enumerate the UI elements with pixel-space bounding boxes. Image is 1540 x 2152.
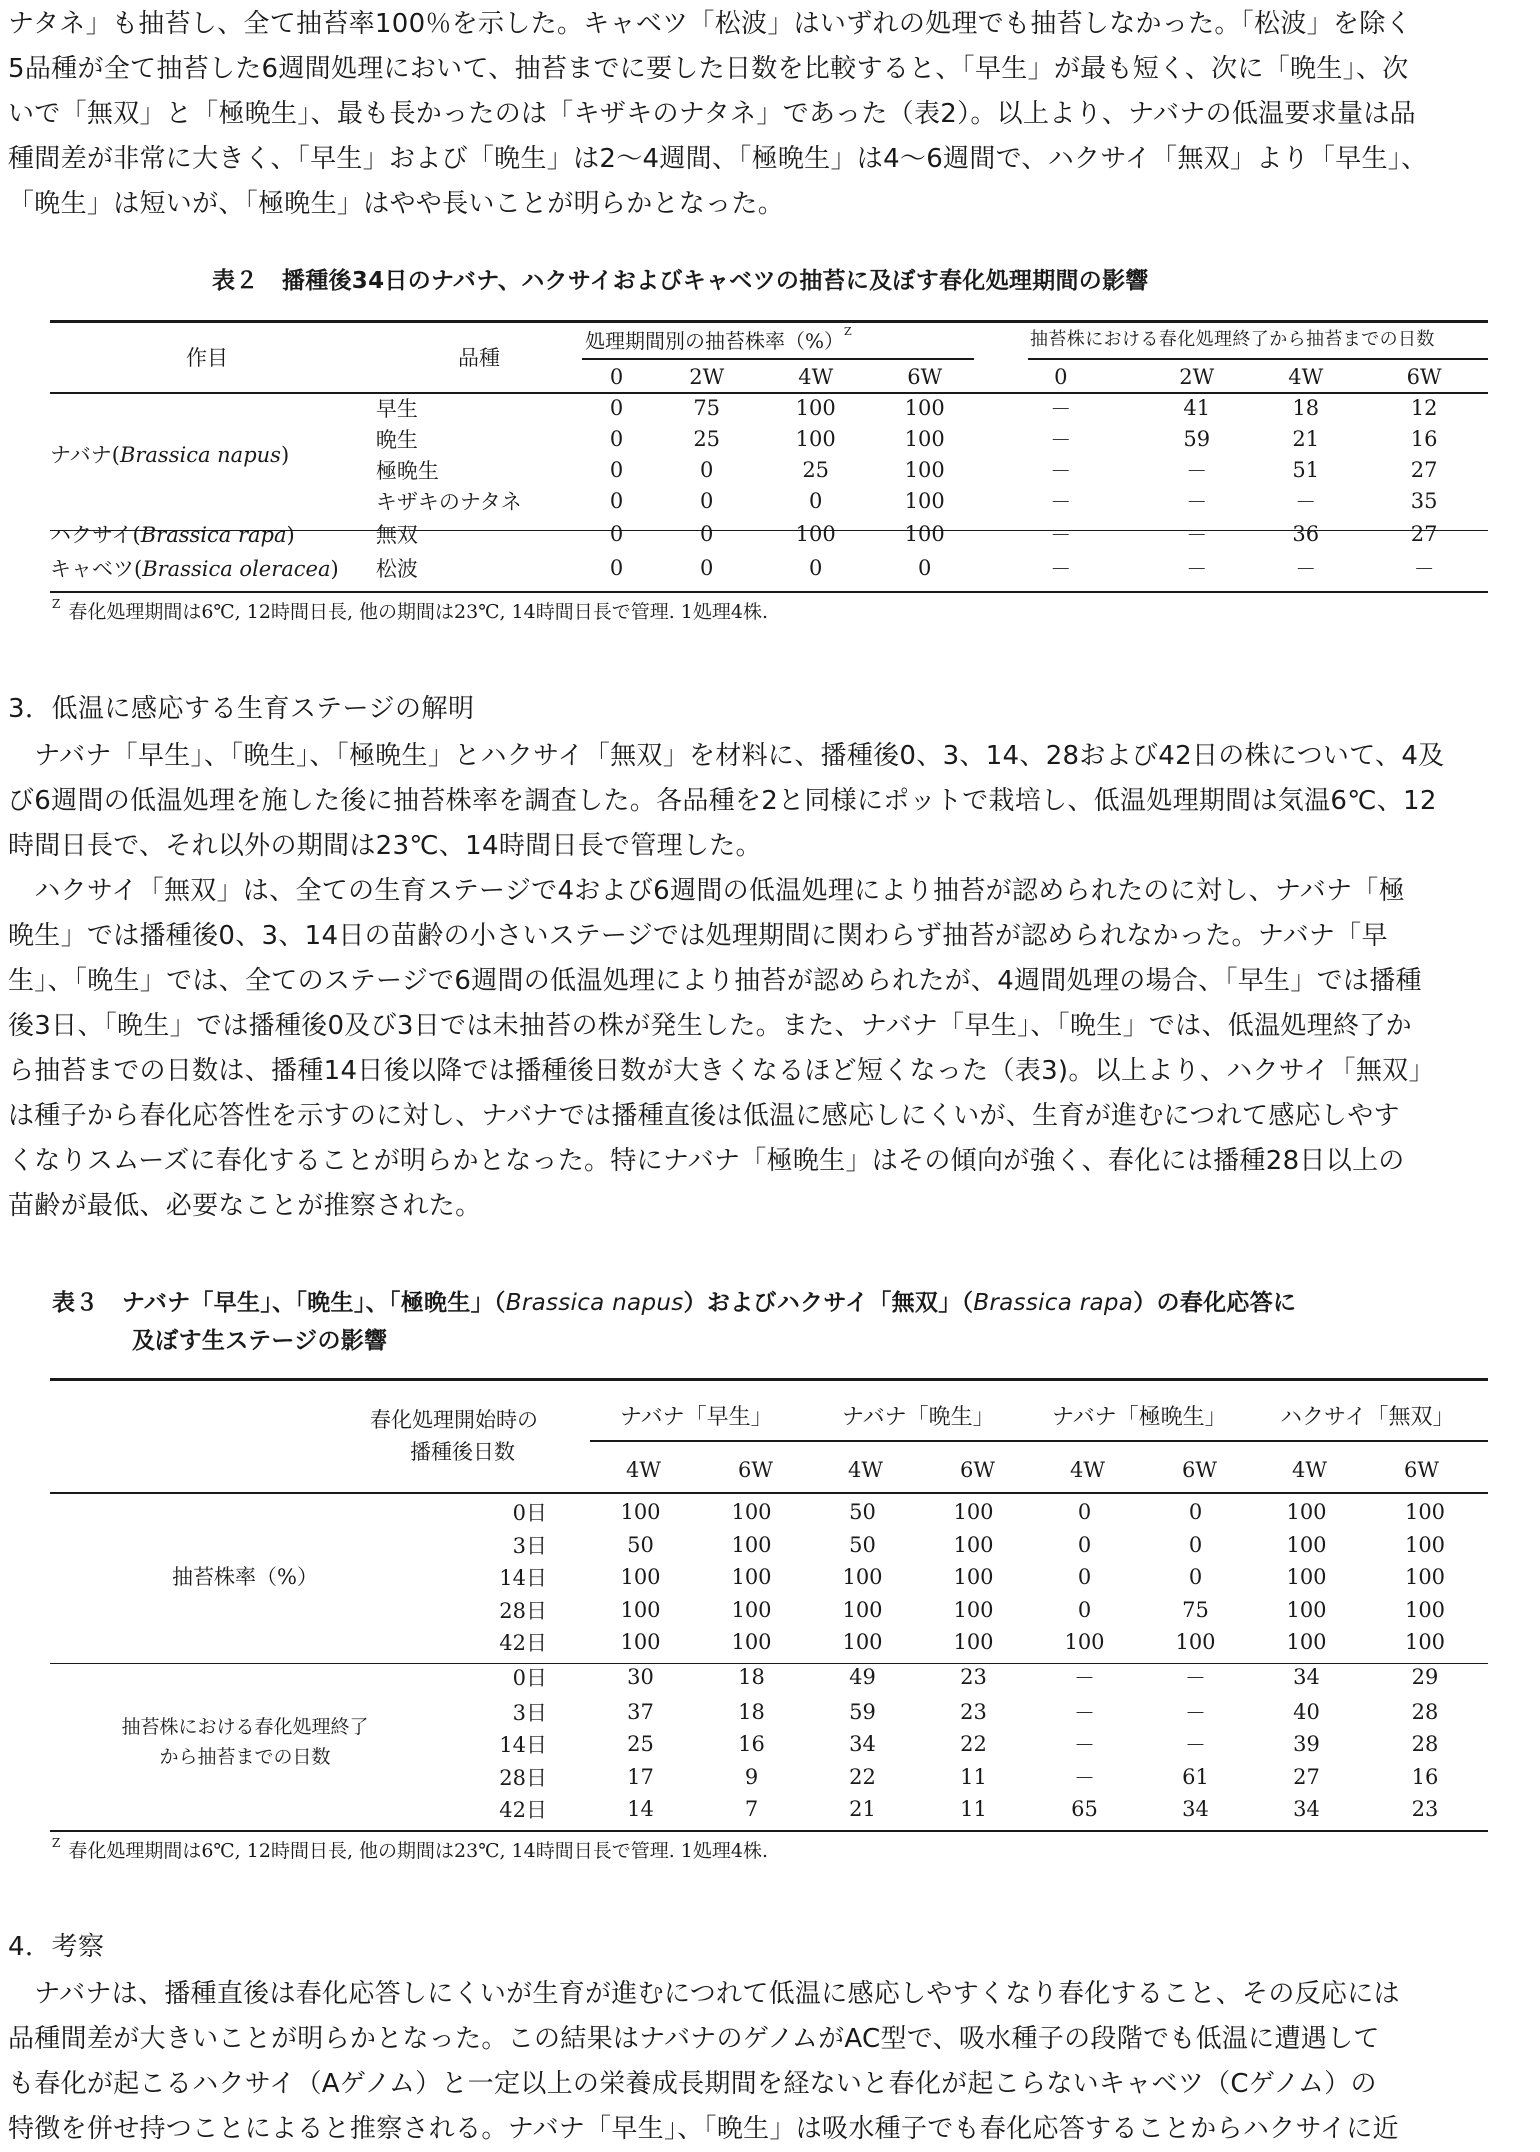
table3-value-cell: 100 <box>1404 1630 1446 1655</box>
table2-variety-cell: 早生 <box>375 396 418 421</box>
table2-days-cell: 59 <box>1183 426 1211 451</box>
table3-value-cell: 100 <box>1286 1500 1327 1525</box>
table3-value-cell: 100 <box>1286 1630 1327 1655</box>
block-label-line: 抽苔株率（%） <box>172 1565 318 1590</box>
text-line: も春化が起こるハクサイ（Aゲノム）と一定以上の栄養成長期間を経ないと春化が起こらないキャベツ（Cゲノム）の <box>8 2069 1377 2099</box>
table2-period-rate: 6W <box>907 365 943 389</box>
table2-rate-cell: 100 <box>904 426 945 451</box>
table3-value-cell: 50 <box>849 1500 876 1525</box>
table2-days-cell: 18 <box>1292 395 1320 420</box>
table3-value-cell: 100 <box>1286 1565 1327 1590</box>
table3-value-cell: 100 <box>1404 1565 1446 1590</box>
table3-value-cell: 100 <box>953 1630 994 1655</box>
table3-footnote <box>52 1836 768 1863</box>
table2-rate-cell: 0 <box>700 555 714 580</box>
table2-days-cell: － <box>1186 523 1208 547</box>
crop-label: ハクサイ( <box>50 523 141 547</box>
table2-days-cell: 36 <box>1292 522 1320 546</box>
table3-value-cell: 100 <box>1286 1532 1327 1557</box>
table3-top-rule <box>50 1378 1488 1381</box>
table3-value-cell: 9 <box>744 1764 759 1789</box>
table3-bottom-rule <box>50 1830 1488 1832</box>
text-line: ハクサイ「無双」は、全ての生育ステージで4および6週間の低温処理により抽苔が認められたのに対し、ナバナ「極 <box>8 876 1405 906</box>
table3-value-cell: 39 <box>1293 1732 1320 1757</box>
text-line: 「晩生」は短いが、「極晩生」はやや長いことが明らかとなった。 <box>8 189 785 219</box>
table2-days-cell: 16 <box>1410 426 1438 451</box>
table2-days-cell: － <box>1295 489 1317 514</box>
table2-days-cell: － <box>1413 556 1435 581</box>
table2-header-spacer <box>350 362 581 392</box>
table2-row <box>50 552 1488 583</box>
table3-row <box>50 1496 1488 1529</box>
table3-value-cell: 18 <box>738 1665 765 1689</box>
text-line: び6週間の低温処理を施した後に抽苔株率を調査した。各品種を2と同様にポットで栽培し、低温処理期間は気温6℃、12 <box>8 786 1437 816</box>
table3-period-header: 4W <box>1070 1458 1105 1482</box>
table3-value-cell: 27 <box>1293 1764 1320 1789</box>
text-line: 後3日、「晩生」では播種後0及び3日では未抽苔の株が発生した。また、ナバナ「早生」、「晩生」では、低温処理終了か <box>8 1011 1412 1041</box>
table2-header-crop: 作目 <box>186 346 228 370</box>
table3-group-header: ナバナ「晩生」 <box>842 1405 995 1430</box>
table2-header-group2: 抽苔株における春化処理終了から抽苔までの日数 <box>1030 329 1435 350</box>
table2-days-cell: 12 <box>1410 395 1438 420</box>
table3-value-cell: － <box>1074 1733 1095 1758</box>
text-line: 苗齢が最低、必要なことが推察された。 <box>8 1191 482 1221</box>
table3-value-cell: － <box>1074 1666 1095 1690</box>
table2 <box>50 362 1488 583</box>
table3-value-cell: 40 <box>1293 1699 1320 1724</box>
table3-value-cell: 100 <box>620 1500 661 1525</box>
table2-days-cell: － <box>1050 458 1072 483</box>
table3-value-cell: 61 <box>1182 1764 1209 1789</box>
table3-value-cell: 28 <box>1411 1732 1439 1757</box>
table2-days-cell: － <box>1050 556 1072 581</box>
table2-rate-cell: 0 <box>609 522 624 546</box>
block-label-line: 抽苔株における春化処理終了 <box>121 1716 369 1738</box>
table2-group1-label: 処理期間別の抽苔株率（%） <box>585 329 845 353</box>
table3-value-cell: 37 <box>627 1699 654 1724</box>
table3-period-header: 6W <box>960 1458 995 1482</box>
table2-days-cell: － <box>1186 489 1208 514</box>
text-line: くなりスムーズに春化することが明らかとなった。特にナバナ「極晩生」はその傾向が強く、春化には播種28日以上の <box>8 1146 1405 1176</box>
table2-rate-cell: 0 <box>700 488 714 513</box>
table3-value-cell: 0 <box>1188 1565 1203 1590</box>
table3-value-cell: 22 <box>960 1732 987 1757</box>
table2-period-rate: 4W <box>798 365 834 389</box>
table2-rate-cell: 0 <box>809 555 823 580</box>
table2-variety-cell: 極晩生 <box>375 458 439 483</box>
table3-header-stage-1: 春化処理開始時の <box>370 1408 538 1432</box>
table2-header-group1 <box>585 325 852 354</box>
table3-value-cell: 11 <box>960 1797 987 1822</box>
table3-value-cell: 34 <box>1182 1797 1209 1822</box>
table2-footnote-sup: Z <box>52 597 61 611</box>
table3-value-cell: 18 <box>738 1699 765 1724</box>
table3-value-cell: 0 <box>1077 1532 1092 1557</box>
section3-paragraphs <box>8 734 1513 1229</box>
table2-days-cell: － <box>1050 489 1072 514</box>
table2-bottom-rule <box>50 591 1488 593</box>
table3-day-cell: 42日 <box>499 1798 547 1823</box>
table2-period-row <box>50 362 1488 392</box>
text-line: 生」、「晩生」では、全てのステージで6週間の低温処理により抽苔が認められたが、4週間処理の場合、「早生」では播種 <box>8 966 1422 996</box>
table2-days-cell: － <box>1295 556 1317 581</box>
table2-rate-cell: 0 <box>609 457 624 482</box>
text-line: ら抽苔までの日数は、播種14日後以降では播種後日数が大きくなるほど短くなった（表3)。以上より、ハクサイ「無双」 <box>8 1056 1435 1086</box>
text-line: ナタネ」も抽苔し、全て抽苔率100％を示した。キャベツ「松波」はいずれの処理でも抽苔しなかった。「松波」を除く <box>8 9 1412 39</box>
table3-day-cell: 3日 <box>512 1533 547 1558</box>
text-line: 晩生」では播種後0、3、14日の苗齢の小さいステージでは処理期間に関わらず抽苔が認められなかった。ナバナ「早 <box>8 921 1388 951</box>
table3-day-cell: 28日 <box>499 1598 547 1623</box>
table3-value-cell: 34 <box>849 1732 876 1757</box>
table2-rate-cell: 100 <box>904 457 945 482</box>
table3-value-cell: 100 <box>953 1597 994 1622</box>
table3-value-cell: － <box>1074 1700 1095 1725</box>
crop-close: ) <box>330 556 339 581</box>
table3-day-cell: 0日 <box>512 1501 547 1526</box>
table3-value-cell: 100 <box>1286 1597 1327 1622</box>
table3-caption <box>52 1284 1296 1360</box>
table3-caption-b: ）およびハクサイ「無双」（ <box>683 1290 974 1316</box>
table2-group2-rule <box>1028 358 1488 360</box>
table2-rate-cell: 25 <box>802 457 830 482</box>
table3-caption-latin1: Brassica napus <box>505 1290 684 1316</box>
table3-value-cell: 11 <box>960 1764 987 1789</box>
table2-variety-cell: 松波 <box>375 556 418 581</box>
table3-day-cell: 3日 <box>512 1700 547 1725</box>
crop-latin: Brassica rapa <box>140 523 287 547</box>
table3-value-cell: 29 <box>1411 1665 1439 1689</box>
table2-rate-cell: 100 <box>904 488 945 513</box>
table2-period-rate: 2W <box>689 365 725 389</box>
table3-value-cell: 22 <box>849 1764 876 1789</box>
table3-value-cell: 30 <box>627 1665 654 1689</box>
table3-caption-a: 表３ ナバナ「早生」、「晩生」、「極晩生」（ <box>52 1290 506 1316</box>
table2-variety-cell: 無双 <box>375 523 418 547</box>
table3-block-label <box>50 1659 440 1826</box>
table3-period-header: 4W <box>626 1458 661 1482</box>
table3-value-cell: 14 <box>627 1797 654 1822</box>
table3-value-cell: 100 <box>731 1630 772 1655</box>
table3-value-cell: 34 <box>1293 1665 1320 1689</box>
table2-crop-cell <box>50 392 350 516</box>
table3-day-cell: 14日 <box>499 1733 547 1758</box>
table2-period-days: 2W <box>1179 365 1215 389</box>
table3-value-cell: 65 <box>1071 1797 1098 1822</box>
table3-value-cell: 16 <box>738 1732 765 1757</box>
table3-header-rule <box>50 1492 1488 1494</box>
text-line: は種子から春化応答性を示すのに対し、ナバナでは播種直後は低温に感応しにくいが、生育が進むにつれて感応しやす <box>8 1101 1400 1131</box>
crop-close: ) <box>286 523 295 547</box>
table2-row <box>50 392 1488 423</box>
table3-value-cell: 23 <box>960 1665 987 1689</box>
table2-days-cell: － <box>1050 396 1072 421</box>
table3 <box>50 1496 1488 1826</box>
table2-rate-cell: 100 <box>795 522 836 546</box>
table3-value-cell: 0 <box>1077 1597 1092 1622</box>
table2-period-days: 6W <box>1406 365 1442 389</box>
table2-header-spacer <box>50 362 350 392</box>
section3-heading: 3．低温に感応する生育ステージの解明 <box>8 694 475 724</box>
table2-days-cell: 27 <box>1410 457 1438 482</box>
table2-rate-cell: 0 <box>609 395 624 420</box>
table3-period-header: 4W <box>848 1458 883 1482</box>
table3-value-cell: 100 <box>953 1532 994 1557</box>
table3-value-cell: 100 <box>953 1500 994 1525</box>
table2-rate-cell: 0 <box>609 426 624 451</box>
table3-value-cell: 100 <box>620 1630 661 1655</box>
table2-row <box>50 516 1488 552</box>
table3-block-label <box>50 1496 440 1659</box>
table3-period-header: 6W <box>1404 1458 1439 1482</box>
table3-value-cell: 23 <box>1411 1797 1439 1822</box>
table2-rate-cell: 100 <box>795 395 836 420</box>
table2-days-cell: 21 <box>1292 426 1320 451</box>
table2-days-cell: 35 <box>1410 488 1438 513</box>
table3-value-cell: 7 <box>744 1797 759 1822</box>
table3-day-cell: 14日 <box>499 1566 547 1591</box>
table2-caption: 表２ 播種後34日のナバナ、ハクサイおよびキャベツの抽苔に及ぼす春化処理期間の影響 <box>212 268 1149 294</box>
text-line: いで「無双」と「極晩生」、最も長かったのは「キザキのナタネ」であった（表2）。以上より、ナバナの低温要求量は品 <box>8 99 1416 129</box>
table3-value-cell: 49 <box>849 1665 876 1689</box>
text-line: 5品種が全て抽苔した6週間処理において、抽苔までに要した日数を比較すると、「早生」が最も短く、次に「晩生」、次 <box>8 54 1409 84</box>
table2-days-cell: 41 <box>1183 395 1211 420</box>
table3-value-cell: 50 <box>627 1532 654 1557</box>
table2-variety-cell: キザキのナタネ <box>375 489 522 514</box>
table3-value-cell: 100 <box>1404 1532 1446 1557</box>
table3-value-cell: 100 <box>953 1565 994 1590</box>
crop-close: ) <box>280 443 290 467</box>
table3-value-cell: － <box>1185 1733 1206 1758</box>
table3-footnote-text: 春化処理期間は6℃, 12時間日長, 他の期間は23℃, 14時間日長で管理. 1処理4株. <box>68 1840 769 1862</box>
crop-latin: Brassica oleracea <box>142 556 331 581</box>
table3-value-cell: 21 <box>849 1797 876 1822</box>
table3-value-cell: 100 <box>842 1565 883 1590</box>
table3-period-header: 4W <box>1292 1458 1327 1482</box>
table2-days-cell: 51 <box>1292 457 1320 482</box>
table3-value-cell: 100 <box>1064 1630 1105 1655</box>
block-label-line: から抽苔までの日数 <box>159 1746 331 1768</box>
table3-value-cell: 28 <box>1411 1699 1439 1724</box>
table3-group-header: ナバナ「早生」 <box>620 1405 773 1430</box>
table3-value-cell: 34 <box>1293 1797 1320 1822</box>
table3-value-cell: 100 <box>731 1597 772 1622</box>
table2-footnote <box>52 597 768 624</box>
table2-rate-cell: 0 <box>809 488 823 513</box>
table3-period-header: 6W <box>738 1458 773 1482</box>
table3-value-cell: 17 <box>627 1764 654 1789</box>
table3-value-cell: 50 <box>849 1532 876 1557</box>
table3-day-cell: 28日 <box>499 1765 547 1790</box>
table3-value-cell: 25 <box>627 1732 654 1757</box>
table3-value-cell: 100 <box>1175 1630 1216 1655</box>
table3-value-cell: 0 <box>1188 1532 1203 1557</box>
table3-caption-line2: 及ぼす生ステージの影響 <box>132 1328 388 1354</box>
table3-value-cell: 59 <box>849 1699 876 1724</box>
table3-value-cell: 100 <box>842 1630 883 1655</box>
section4-heading: 4．考察 <box>8 1932 105 1962</box>
table2-rate-cell: 75 <box>693 395 721 420</box>
table3-value-cell: － <box>1185 1666 1206 1690</box>
table3-value-cell: 100 <box>731 1500 772 1525</box>
text-line: 種間差が非常に大きく、「早生」および「晩生」は2～4週間、「極晩生」は4～6週間で、ハクサイ「無双」より「早生」、 <box>8 144 1428 174</box>
table3-header-stage-2: 播種後日数 <box>410 1440 515 1464</box>
table3-value-cell: 100 <box>731 1532 772 1557</box>
crop-label: ナバナ( <box>50 443 120 467</box>
table3-day-cell: 42日 <box>499 1631 547 1656</box>
table3-caption-c: ）の春化応答に <box>1133 1290 1297 1316</box>
section4-paragraphs <box>8 1972 1513 2152</box>
table3-subheader-rule <box>590 1440 1488 1442</box>
table2-rate-cell: 0 <box>609 488 624 513</box>
table2-rate-cell: 100 <box>795 426 836 451</box>
text-line: 品種間差が大きいことが明らかとなった。この結果はナバナのゲノムがAC型で、吸水種子の段階でも低温に遭遇して <box>8 2024 1380 2054</box>
table2-days-cell: － <box>1186 556 1208 581</box>
table3-value-cell: 0 <box>1077 1500 1092 1525</box>
table3-value-cell: 100 <box>620 1565 661 1590</box>
table2-rate-cell: 0 <box>700 457 714 482</box>
table3-value-cell: 0 <box>1188 1500 1203 1525</box>
table2-rate-cell: 100 <box>904 522 945 546</box>
table3-value-cell: 100 <box>1404 1500 1446 1525</box>
text-line: ナバナは、播種直後は春化応答しにくいが生育が進むにつれて低温に感応しやすくなり春化すること、その反応には <box>8 1979 1400 2009</box>
table3-value-cell: 23 <box>960 1699 987 1724</box>
table3-value-cell: － <box>1185 1700 1206 1725</box>
table2-top-rule <box>50 320 1488 323</box>
table2-footnote-text: 春化処理期間は6℃, 12時間日長, 他の期間は23℃, 14時間日長で管理. 1処理4株. <box>68 601 769 623</box>
crop-latin: Brassica napus <box>119 443 281 467</box>
crop-label: キャベツ( <box>50 556 143 581</box>
table3-day-cell: 0日 <box>512 1666 547 1690</box>
table2-days-cell: － <box>1050 427 1072 452</box>
table2-rate-cell: 25 <box>693 426 721 451</box>
table3-row <box>50 1659 1488 1696</box>
table2-rate-cell: 0 <box>700 522 714 546</box>
table2-days-cell: － <box>1186 458 1208 483</box>
table2-group1-sup: Z <box>844 325 852 338</box>
table3-value-cell: 100 <box>842 1597 883 1622</box>
table2-period-days: 4W <box>1288 365 1324 389</box>
table3-value-cell: － <box>1074 1765 1095 1790</box>
table3-value-cell: 100 <box>620 1597 661 1622</box>
table3-value-cell: 100 <box>1404 1597 1446 1622</box>
text-line: ナバナ「早生」、「晩生」、「極晩生」とハクサイ「無双」を材料に、播種後0、3、14、28および42日の株について、4及 <box>8 741 1445 771</box>
table2-group1-rule <box>582 358 974 360</box>
table3-value-cell: 16 <box>1411 1764 1439 1789</box>
table2-header-variety: 品種 <box>458 346 500 370</box>
table2-rate-cell: 100 <box>904 395 945 420</box>
table3-value-cell: 0 <box>1077 1565 1092 1590</box>
table3-group-header: ナバナ「極晩生」 <box>1052 1405 1227 1430</box>
table3-footnote-sup: Z <box>52 1836 61 1850</box>
table3-value-cell: 100 <box>731 1565 772 1590</box>
table2-variety-cell: 晩生 <box>375 427 418 452</box>
text-line: 時間日長で、それ以外の期間は23℃、14時間日長で管理した。 <box>8 831 762 861</box>
table2-days-cell: 27 <box>1410 522 1438 546</box>
text-line: 特徴を併せ持つことによると推察される。ナバナ「早生」、「晩生」は吸水種子でも春化応答することからハクサイに近 <box>8 2114 1399 2144</box>
table2-crop-cell <box>50 552 350 583</box>
table2-days-cell: － <box>1050 523 1072 547</box>
intro-paragraph <box>8 2 1513 227</box>
table3-value-cell: 75 <box>1182 1597 1209 1622</box>
table2-period-rate: 0 <box>609 365 624 389</box>
table2-crop-cell <box>50 516 350 552</box>
table3-caption-latin2: Brassica rapa <box>973 1290 1134 1316</box>
table3-period-header: 6W <box>1182 1458 1217 1482</box>
table2-rate-cell: 0 <box>609 555 624 580</box>
table2-rate-cell: 0 <box>918 555 932 580</box>
table2-period-days: 0 <box>1054 365 1068 389</box>
table3-group-header: ハクサイ「無双」 <box>1280 1405 1455 1430</box>
